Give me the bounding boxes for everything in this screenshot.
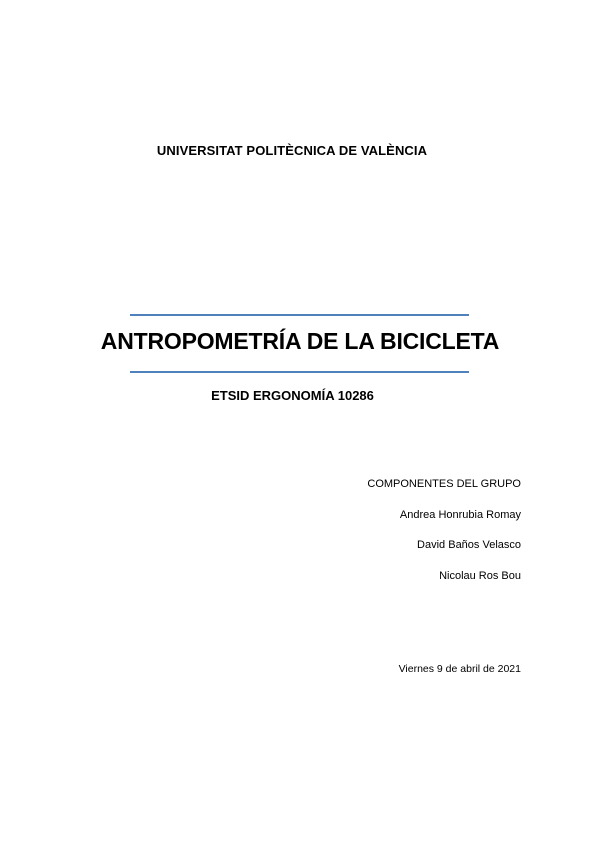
course-subtitle: ETSID ERGONOMÍA 10286 [211,388,374,403]
group-label: COMPONENTES DEL GRUPO [367,478,521,490]
group-member: David Baños Velasco [417,539,521,551]
title-bottom-rule [130,371,469,373]
university-name: UNIVERSITAT POLITÈCNICA DE VALÈNCIA [156,143,428,158]
document-date: Viernes 9 de abril de 2021 [398,663,521,675]
group-member: Andrea Honrubia Romay [399,509,521,521]
title-top-rule [130,314,469,316]
document-title: ANTROPOMETRÍA DE LA BICICLETA [100,328,500,354]
group-member: Nicolau Ros Bou [439,570,521,582]
